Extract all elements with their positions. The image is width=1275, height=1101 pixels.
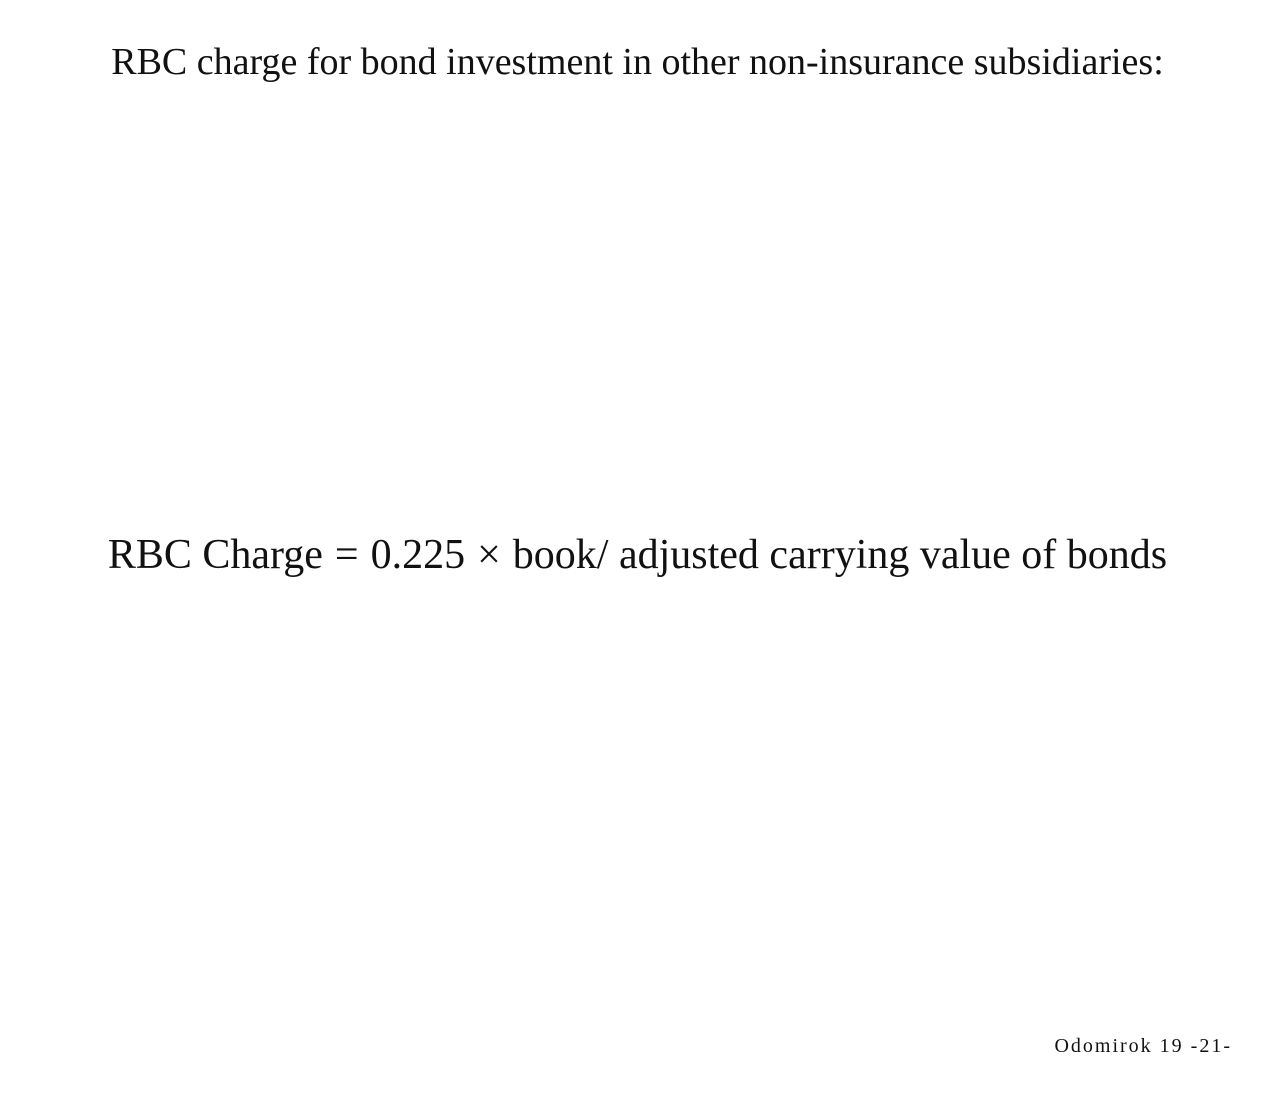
formula-rhs: book/ adjusted carrying value of bonds (512, 532, 1168, 578)
rbc-formula (0, 526, 1275, 584)
formula-equals-sign: = (334, 532, 359, 578)
formula-lhs: RBC Charge (107, 532, 323, 578)
page-footer: Odomirok 19 -21- (1054, 1035, 1232, 1057)
slide-heading: RBC charge for bond investment in other non-insurance subsidiaries: (111, 41, 1164, 83)
formula-factor: 0.225 (370, 532, 466, 578)
formula-times-sign: × (477, 532, 501, 578)
